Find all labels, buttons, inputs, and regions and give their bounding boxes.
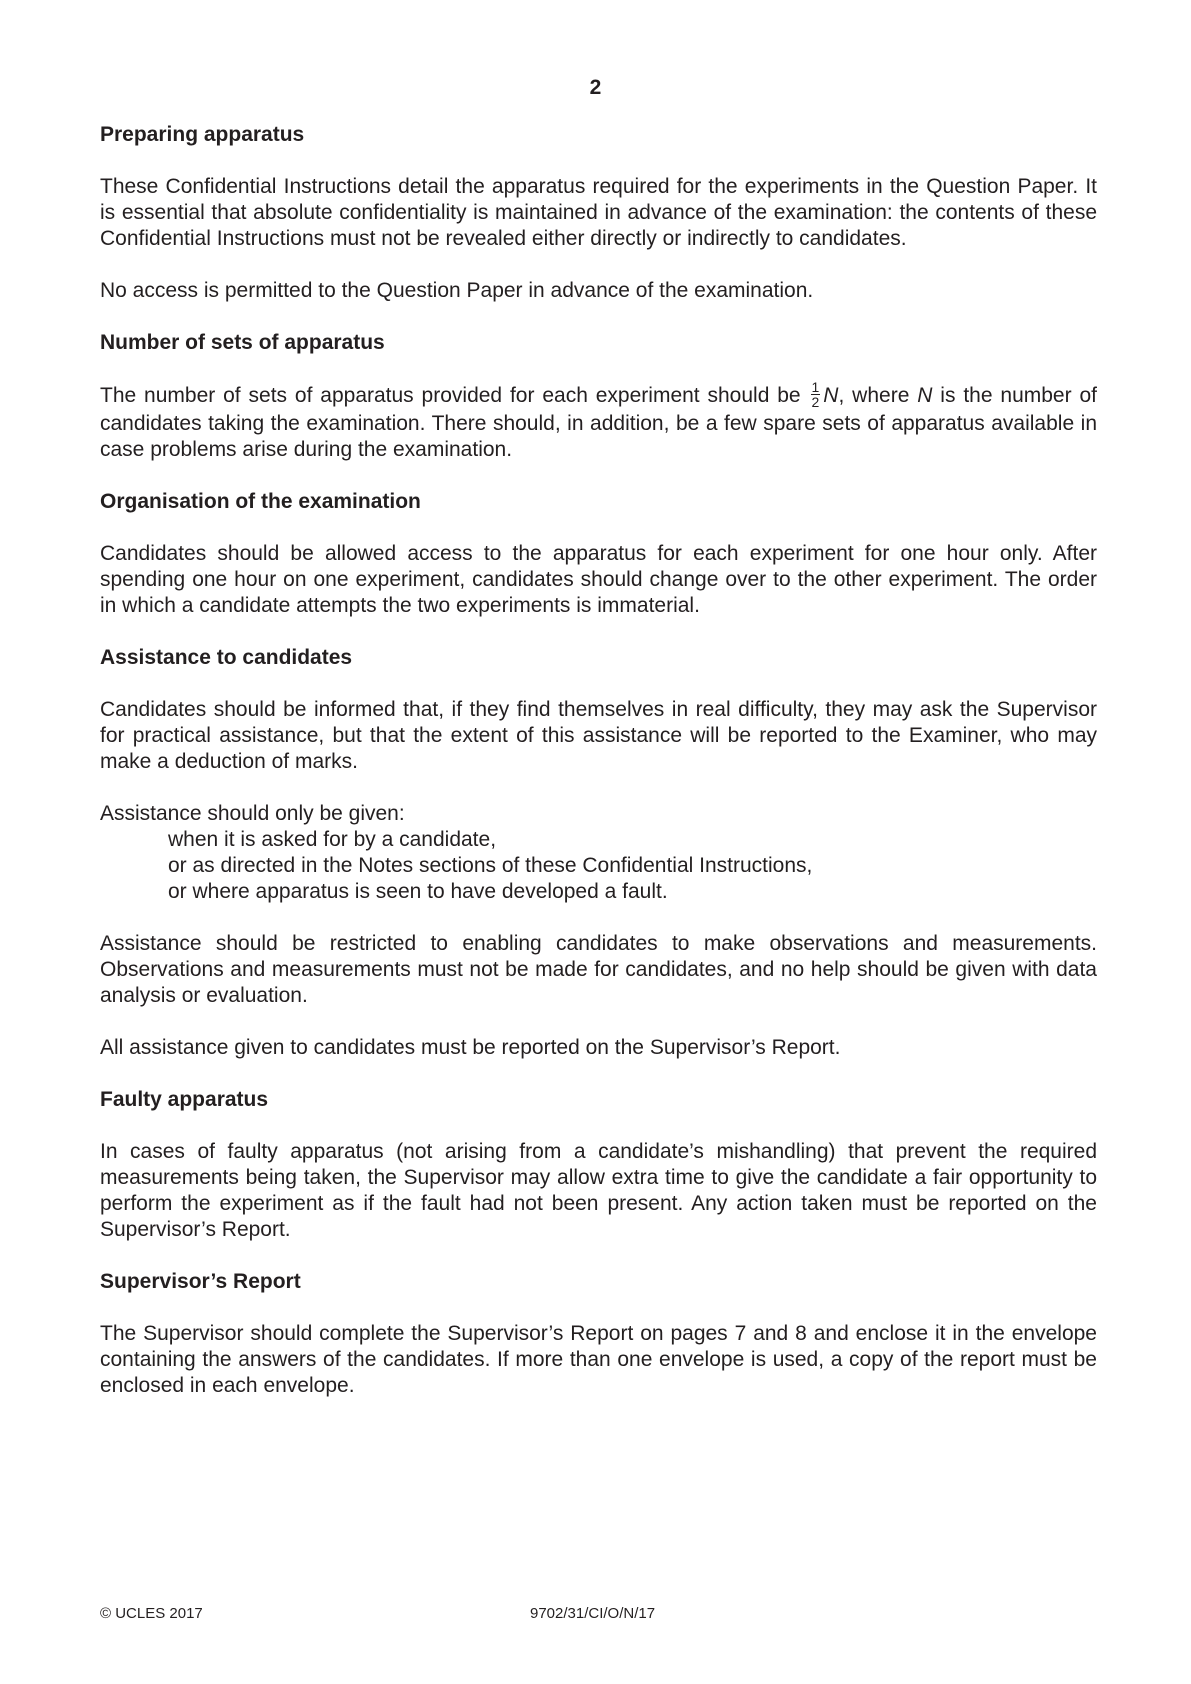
footer-copyright: © UCLES 2017 [100, 1605, 203, 1622]
fraction-half [811, 380, 821, 409]
paragraph: Assistance should be restricted to enabling candidates to make observations and measurements. Observations and measurements must not be made for candidates, and no help should be given with data analysis or evaluation. [100, 932, 1097, 1007]
paragraph: The Supervisor should complete the Supervisor’s Report on pages 7 and 8 and enclose it in the envelope containing the answers of the candidates. If more than one envelope is used, a copy of the report must be enclosed in each envelope. [100, 1322, 1097, 1397]
fraction-numerator: 1 [811, 379, 820, 395]
text: The number of sets of apparatus provided for each experiment should be [100, 384, 801, 408]
paragraph: No access is permitted to the Question Paper in advance of the examination. [100, 279, 814, 302]
page-number: 2 [589, 76, 602, 99]
heading-assistance: Assistance to candidates [100, 646, 353, 669]
heading-organisation: Organisation of the examination [100, 490, 421, 513]
heading-number-of-sets: Number of sets of apparatus [100, 331, 385, 354]
paragraph: Candidates should be allowed access to the apparatus for each experiment for one hour only. After spending one hour on one experiment, candidates should change over to the other experiment. The order in which a candidate attempts the two experiments is immaterial. [100, 542, 1097, 617]
heading-supervisors-report: Supervisor’s Report [100, 1270, 301, 1293]
list-intro: Assistance should only be given: [100, 802, 405, 825]
document-body [100, 122, 1097, 1425]
variable-n: N [823, 384, 839, 408]
variable-n: N [917, 384, 933, 408]
assistance-list [100, 801, 1097, 905]
paragraph: Candidates should be informed that, if they find themselves in real difficulty, they may ask the Supervisor for practical assistance, but that the extent of this assistance will be reported to the Examiner, who may make a deduction of marks. [100, 698, 1097, 773]
heading-faulty-apparatus: Faulty apparatus [100, 1088, 269, 1111]
paragraph: In cases of faulty apparatus (not arising from a candidate’s mishandling) that prevent the required measurements being taken, the Supervisor may allow extra time to give the candidate a fair opportunity to perform the experiment as if the fault had not been present. Any action taken must be reported on the Supervisor’s Report. [100, 1140, 1097, 1241]
text: , where [838, 384, 910, 408]
list-item: when it is asked for by a candidate, [168, 828, 497, 851]
heading-preparing-apparatus: Preparing apparatus [100, 123, 305, 146]
paragraph: All assistance given to candidates must be reported on the Supervisor’s Report. [100, 1036, 841, 1059]
paragraph-number-of-sets [100, 379, 1097, 463]
fraction-denominator: 2 [811, 394, 820, 410]
text: is the number of candidates taking the examination. There should, in addition, be a few spare sets of apparatus available in case problems arise during the examination. [100, 384, 1097, 461]
footer-paper-code: 9702/31/CI/O/N/17 [530, 1605, 656, 1622]
list-item: or where apparatus is seen to have developed a fault. [168, 880, 668, 903]
list-item: or as directed in the Notes sections of these Confidential Instructions, [168, 854, 813, 877]
paragraph: These Confidential Instructions detail the apparatus required for the experiments in the Question Paper. It is essential that absolute confidentiality is maintained in advance of the examination: the contents of these Confidential Instructions must not be revealed either directly or indirectly to candidates. [100, 175, 1097, 250]
